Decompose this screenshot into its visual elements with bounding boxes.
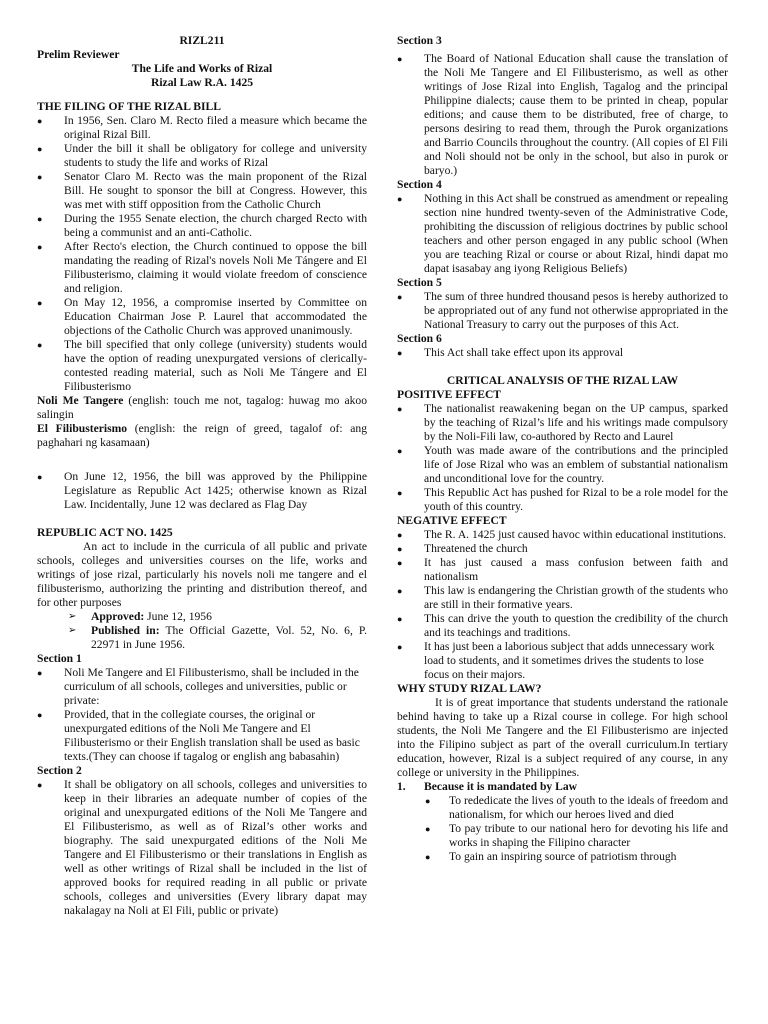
approved-label: Approved: [91,610,145,623]
ra-heading: REPUBLIC ACT NO. 1425 [37,526,173,539]
list-item: ● Threatened the church [397,542,728,556]
list-item: ● This can drive the youth to question the credibility of the church and its teachings and traditions. [397,612,728,640]
approval-list [37,470,367,512]
why-list [397,780,728,794]
published-label: Published in: [91,624,160,637]
why-heading: WHY STUDY RIZAL LAW? [397,682,542,695]
list-item: ● On June 12, 1956, the bill was approved by the Philippine Legislature as Republic Act 1425; otherwise known as Rizal Law. Incidentally, June 12 was declared as Flag Day [37,470,367,512]
list-item: ● To gain an inspiring source of patriotism through [397,850,728,864]
section-6-heading: Section 6 [397,332,442,345]
right-column [397,34,728,864]
list-item: ● It shall be obligatory on all schools, colleges and universities to keep in their libraries an adequate number of copies of the original and unexpurgated editions of the Noli Me Tangere and El Filibusterismo, as well as of Rizal’s other works and biography. The said unexpurgated editions of the Noli Me Tangere and El Filibusterismo or their translations in English as well as other writings of Rizal shall be included in the list of approved books for required reading in all public or private schools, colleges and universities (Every library dapat may nakalagay na Noli at El Fili, public or private) [37,778,367,918]
course-code: RIZL211 [179,34,225,47]
fili-term: El Filibusterismo [37,422,128,435]
list-item: ● Youth was made aware of the contributions and the principled life of Jose Rizal who was an emblem of substantial nationalism and unconditional love for the country. [397,444,728,486]
noli-def-text: (english: touch me not, tagalog: huwag mo akoo salingin [37,394,367,421]
section-3-heading: Section 3 [397,34,442,47]
section-5-list [397,290,728,332]
list-item: ● During the 1955 Senate election, the church charged Recto with being a communist and an anti-Catholic. [37,212,367,240]
section-2-list [37,778,367,918]
list-item [37,610,367,624]
list-item [397,780,728,794]
section-3-list [397,52,728,178]
critical-heading: CRITICAL ANALYSIS OF THE RIZAL LAW [446,374,679,387]
section-1-heading: Section 1 [37,652,82,665]
list-item: ● This Act shall take effect upon its approval [397,346,728,360]
item-number: 1. [397,780,406,793]
list-item: ● The bill specified that only college (university) students would have the option of reading unexpurgated versions of clerically-contested reading material, such as Noli Me Tángere and El Filibusterismo [37,338,367,394]
list-item: ● The sum of three hundred thousand pesos is hereby authorized to be appropriated out of any fund not otherwise appropriated in the National Treasury to carry out the purposes of this Act. [397,290,728,332]
list-item: ● The Board of National Education shall cause the translation of the Noli Me Tangere and El Filibusterismo, as well as other writings of Jose Rizal into English, Tagalog and the principal Philippine dialects; cause them to be printed in cheap, popular editions; and cause them to be distributed, free of charge, to persons desiring to read them, through the Purok organizations and Barrio Councils throughout the country. (All copies of El Fili and Noli should not be only in the school, but also in purok or baryo.) [397,52,728,178]
list-item: ● It has just been a laborious subject that adds unnecessary work load to students, and it sometimes drives the students to lose focus on their majors. [397,640,728,682]
list-item: ● This law is endangering the Christian growth of the students who are still in their formative years. [397,584,728,612]
fili-definition [37,422,367,450]
list-item: ● The nationalist reawakening began on the UP campus, sparked by the teaching of Rizal’s life and his writings made compulsory by the Noli-Fili law, co-authored by Recto and Laurel [397,402,728,444]
positive-heading: POSITIVE EFFECT [397,388,502,401]
list-item: ● To pay tribute to our national hero for devoting his life and works in shaping the Filipino character [397,822,728,850]
positive-list [397,402,728,514]
document-title: The Life and Works of Rizal [131,62,273,75]
filing-list [37,114,367,394]
list-item: ● Provided, that in the collegiate courses, the original or unexpurgated editions of the Noli Me Tangere and El Filibusterismo or their English translation shall be used as basic texts.(They can choose if tagalog or english ang babasahin) [37,708,367,764]
list-item: ● Nothing in this Act shall be construed as amendment or repealing section nine hundred twenty-seven of the Administrative Code, prohibiting the discussion of religious doctrines by public school teachers and other person engaged in any public school (When you are teaching Rizal or course or about Rizal, hindi dapat mo dapat isasabay ang iyong Religious Beliefs) [397,192,728,276]
document-subtitle: Rizal Law R.A. 1425 [150,76,254,89]
reviewer-label: Prelim Reviewer [37,48,120,61]
list-item: ● The R. A. 1425 just caused havoc within educational institutions. [397,528,728,542]
left-column [37,34,367,918]
why-intro: It is of great importance that students understand the rationale behind having to take up a Rizal course in college. For high school students, the Noli Me Tangere and the El Filibusterismo are injected into the Filipino subject as part of the overall curriculum.In tertiary education, however, Rizal is a subject required of any course, in any college or university in the Philippines. [397,696,728,779]
section-5-heading: Section 5 [397,276,442,289]
ra-meta-list [37,610,367,652]
item-title: Because it is mandated by Law [424,780,577,793]
list-item: ● On May 12, 1956, a compromise inserted by Committee on Education Chairman Jose P. Laurel that accommodated the objections of the Catholic Church was approved unanimously. [37,296,367,338]
list-item [37,624,367,652]
list-item: ● After Recto's election, the Church continued to oppose the bill mandating the reading of Rizal's novels Noli Me Tángere and El Filibusterismo, claiming it would violate freedom of conscience and religion. [37,240,367,296]
section-6-list [397,346,728,360]
ra-intro: An act to include in the curricula of all public and private schools, colleges and universities courses on the life, works and writings of jose rizal, particularly his novels noli me tangere and el filibusterismo, authorizing the printing and distribution thereof, and for other purposes [37,540,367,609]
section-4-list [397,192,728,276]
list-item: ● Senator Claro M. Recto was the main proponent of the Rizal Bill. He sought to sponsor the bill at Congress. However, this was met with stiff opposition from the Catholic Church [37,170,367,212]
why-sub-list [397,794,728,864]
published-value: The Official Gazette, Vol. 52, No. 6, P. 22971 in June 1956. [91,624,367,651]
list-item: ● In 1956, Sen. Claro M. Recto filed a measure which became the original Rizal Bill. [37,114,367,142]
noli-term: Noli Me Tangere [37,394,124,407]
fili-def-text: (english: the reign of greed, tagalof of: ang paghahari ng kasamaan) [37,422,367,449]
negative-list [397,528,728,682]
section-4-heading: Section 4 [397,178,442,191]
list-item: ● It has just caused a mass confusion between faith and nationalism [397,556,728,584]
approved-value: June 12, 1956 [144,610,212,623]
noli-definition [37,394,367,422]
section-2-heading: Section 2 [37,764,82,777]
list-item: ● This Republic Act has pushed for Rizal to be a role model for the youth of this country. [397,486,728,514]
list-item: ● Noli Me Tangere and El Filibusterismo, shall be included in the curriculum of all schools, colleges and universities, public or private: [37,666,367,708]
negative-heading: NEGATIVE EFFECT [397,514,507,527]
list-item: ● To rededicate the lives of youth to the ideals of freedom and nationalism, for which our heroes lived and died [397,794,728,822]
list-item: ● Under the bill it shall be obligatory for college and university students to study the life and works of Rizal [37,142,367,170]
filing-heading: THE FILING OF THE RIZAL BILL [37,100,221,113]
section-1-list [37,666,367,764]
